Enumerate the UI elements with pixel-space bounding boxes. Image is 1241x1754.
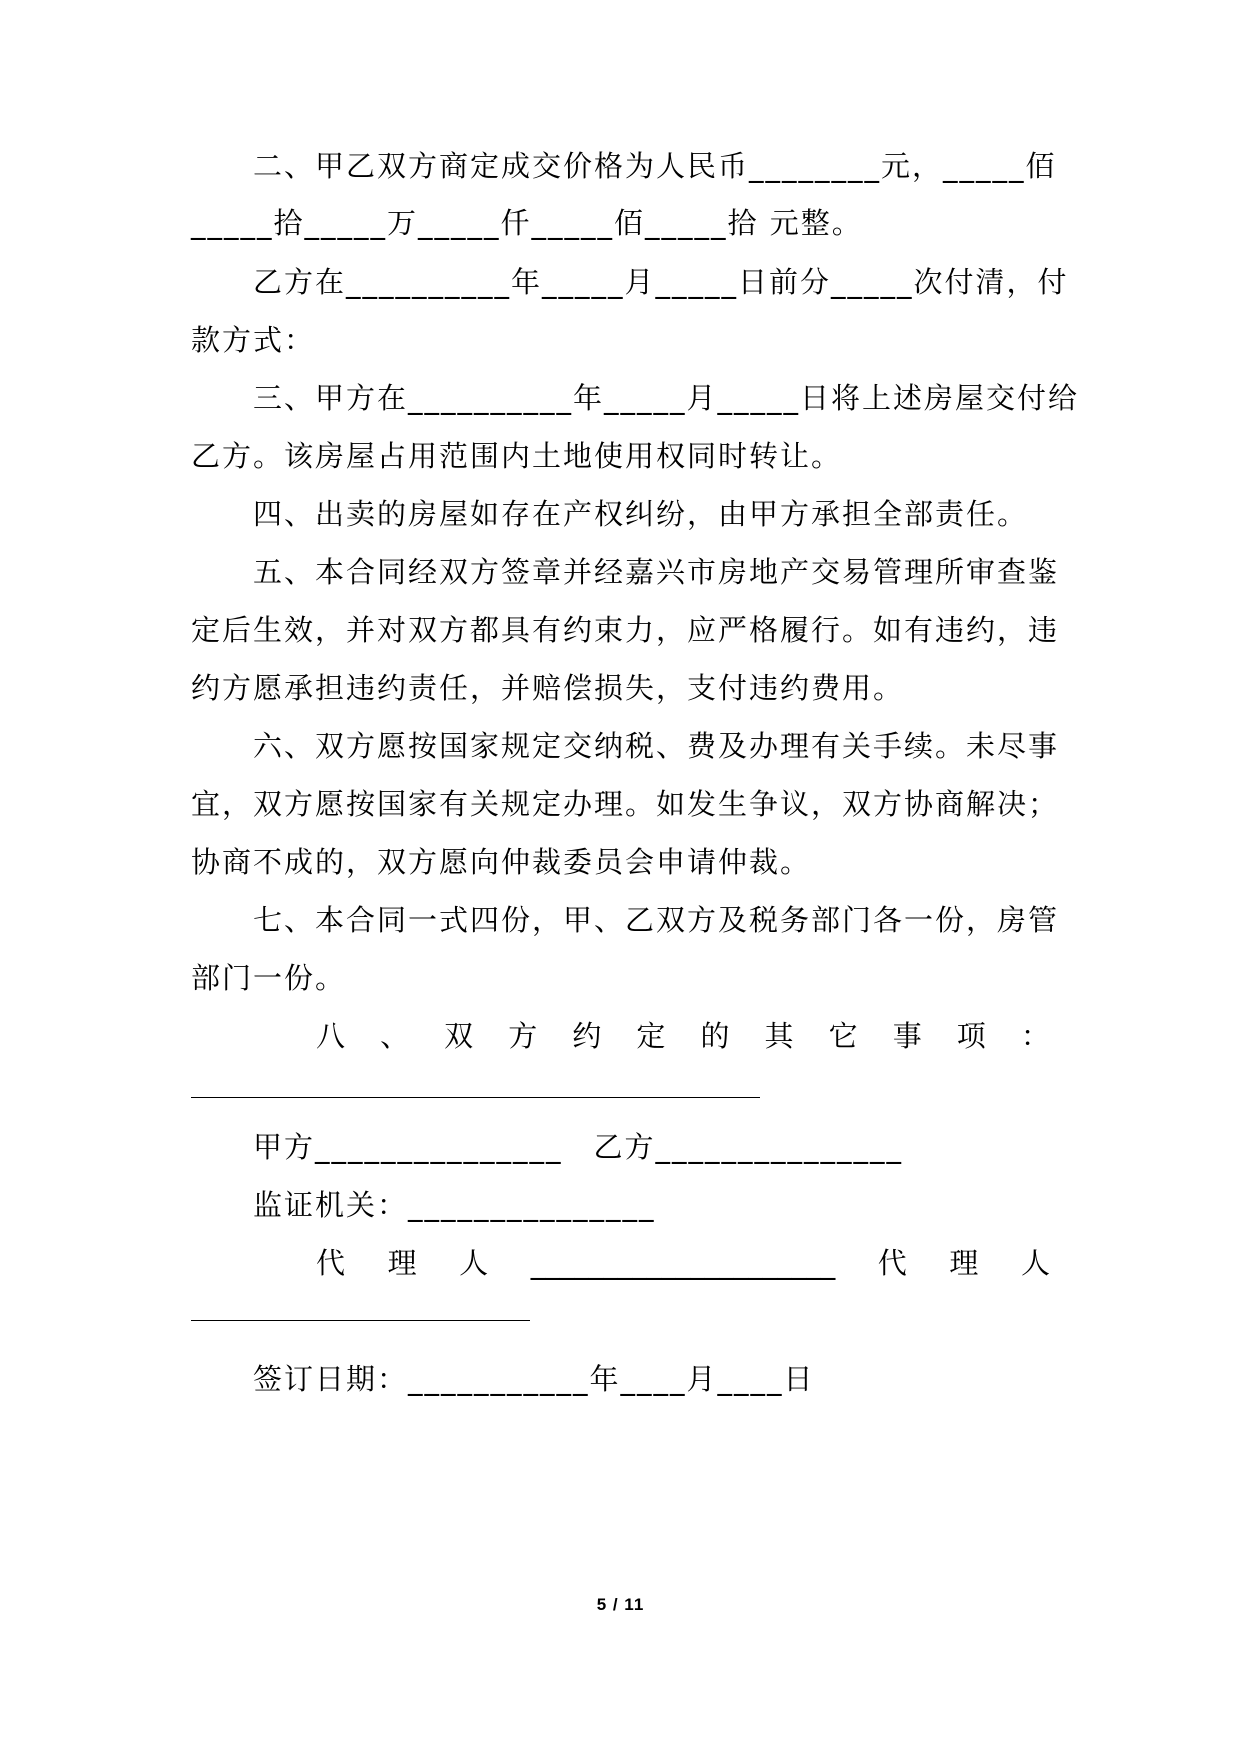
- agent-line: [316, 1243, 1050, 1283]
- contract-line-11: 六、双方愿按国家规定交纳税、费及办理有关手续。未尽事: [191, 729, 1060, 763]
- clause-eight-char: 它: [828, 1019, 858, 1053]
- contract-line-9: 定后生效，并对双方都具有约束力，应严格履行。如有违约，违: [191, 613, 1060, 647]
- contract-line-6: 乙方。该房屋占用范围内土地使用权同时转让。: [191, 439, 843, 473]
- clause-eight-char: 的: [700, 1019, 730, 1053]
- clause-eight-char: 定: [636, 1019, 666, 1053]
- contract-line-2: _____拾_____万_____仟_____佰_____拾 元整。: [191, 206, 863, 240]
- contract-line-1: 二、甲乙双方商定成交价格为人民币________元，_____佰: [191, 149, 1057, 183]
- contract-line-13: 协商不成的，双方愿向仲裁委员会申请仲裁。: [191, 845, 812, 879]
- contract-line-14: 七、本合同一式四份，甲、乙双方及税务部门各一份，房管: [191, 903, 1060, 937]
- clause-eight-char: 、: [380, 1019, 410, 1053]
- clause-eight-char: 双: [444, 1019, 474, 1053]
- agent-label-char: 理: [387, 1246, 417, 1280]
- clause-eight-char: ：: [1020, 1019, 1050, 1053]
- page-number: 5 / 11: [596, 1595, 645, 1614]
- contract-line-15: 部门一份。: [191, 961, 347, 995]
- party-signature-line: 甲方_______________ 乙方_______________: [191, 1130, 904, 1164]
- contract-line-3: 乙方在__________年_____月_____日前分_____次付清，付: [191, 265, 1069, 299]
- agent-label-char: 理: [949, 1246, 979, 1280]
- clause-eight-char: 事: [892, 1019, 922, 1053]
- clause-eight-char: 八: [316, 1019, 346, 1053]
- other-matters-blank-line: [191, 1097, 760, 1098]
- contract-line-8: 五、本合同经双方签章并经嘉兴市房地产交易管理所审查鉴: [191, 555, 1060, 589]
- agent-label-char: 代: [877, 1246, 907, 1280]
- agent-blank: _____________________: [530, 1246, 836, 1280]
- authority-line: 监证机关：_______________: [191, 1188, 656, 1222]
- clause-eight-char: 约: [572, 1019, 602, 1053]
- contract-line-5: 三、甲方在__________年_____月_____日将上述房屋交付给: [191, 381, 1080, 415]
- agent-label-char: 代: [316, 1246, 346, 1280]
- clause-eight-char: 方: [508, 1019, 538, 1053]
- signing-date-line: 签订日期：___________年____月____日: [191, 1362, 815, 1396]
- contract-line-12: 宜，双方愿按国家有关规定办理。如发生争议，双方协商解决；: [191, 787, 1060, 821]
- contract-line-10: 约方愿承担违约责任，并赔偿损失，支付违约费用。: [191, 671, 905, 705]
- contract-line-7: 四、出卖的房屋如存在产权纠纷，由甲方承担全部责任。: [191, 497, 1029, 531]
- agent-label-char: 人: [459, 1246, 489, 1280]
- clause-eight-line: [316, 1016, 1050, 1056]
- clause-eight-char: 项: [956, 1019, 986, 1053]
- clause-eight-char: 其: [764, 1019, 794, 1053]
- contract-line-4: 款方式：: [191, 323, 316, 357]
- agent-label-char: 人: [1020, 1246, 1050, 1280]
- agent-blank-continuation-line: [191, 1320, 530, 1321]
